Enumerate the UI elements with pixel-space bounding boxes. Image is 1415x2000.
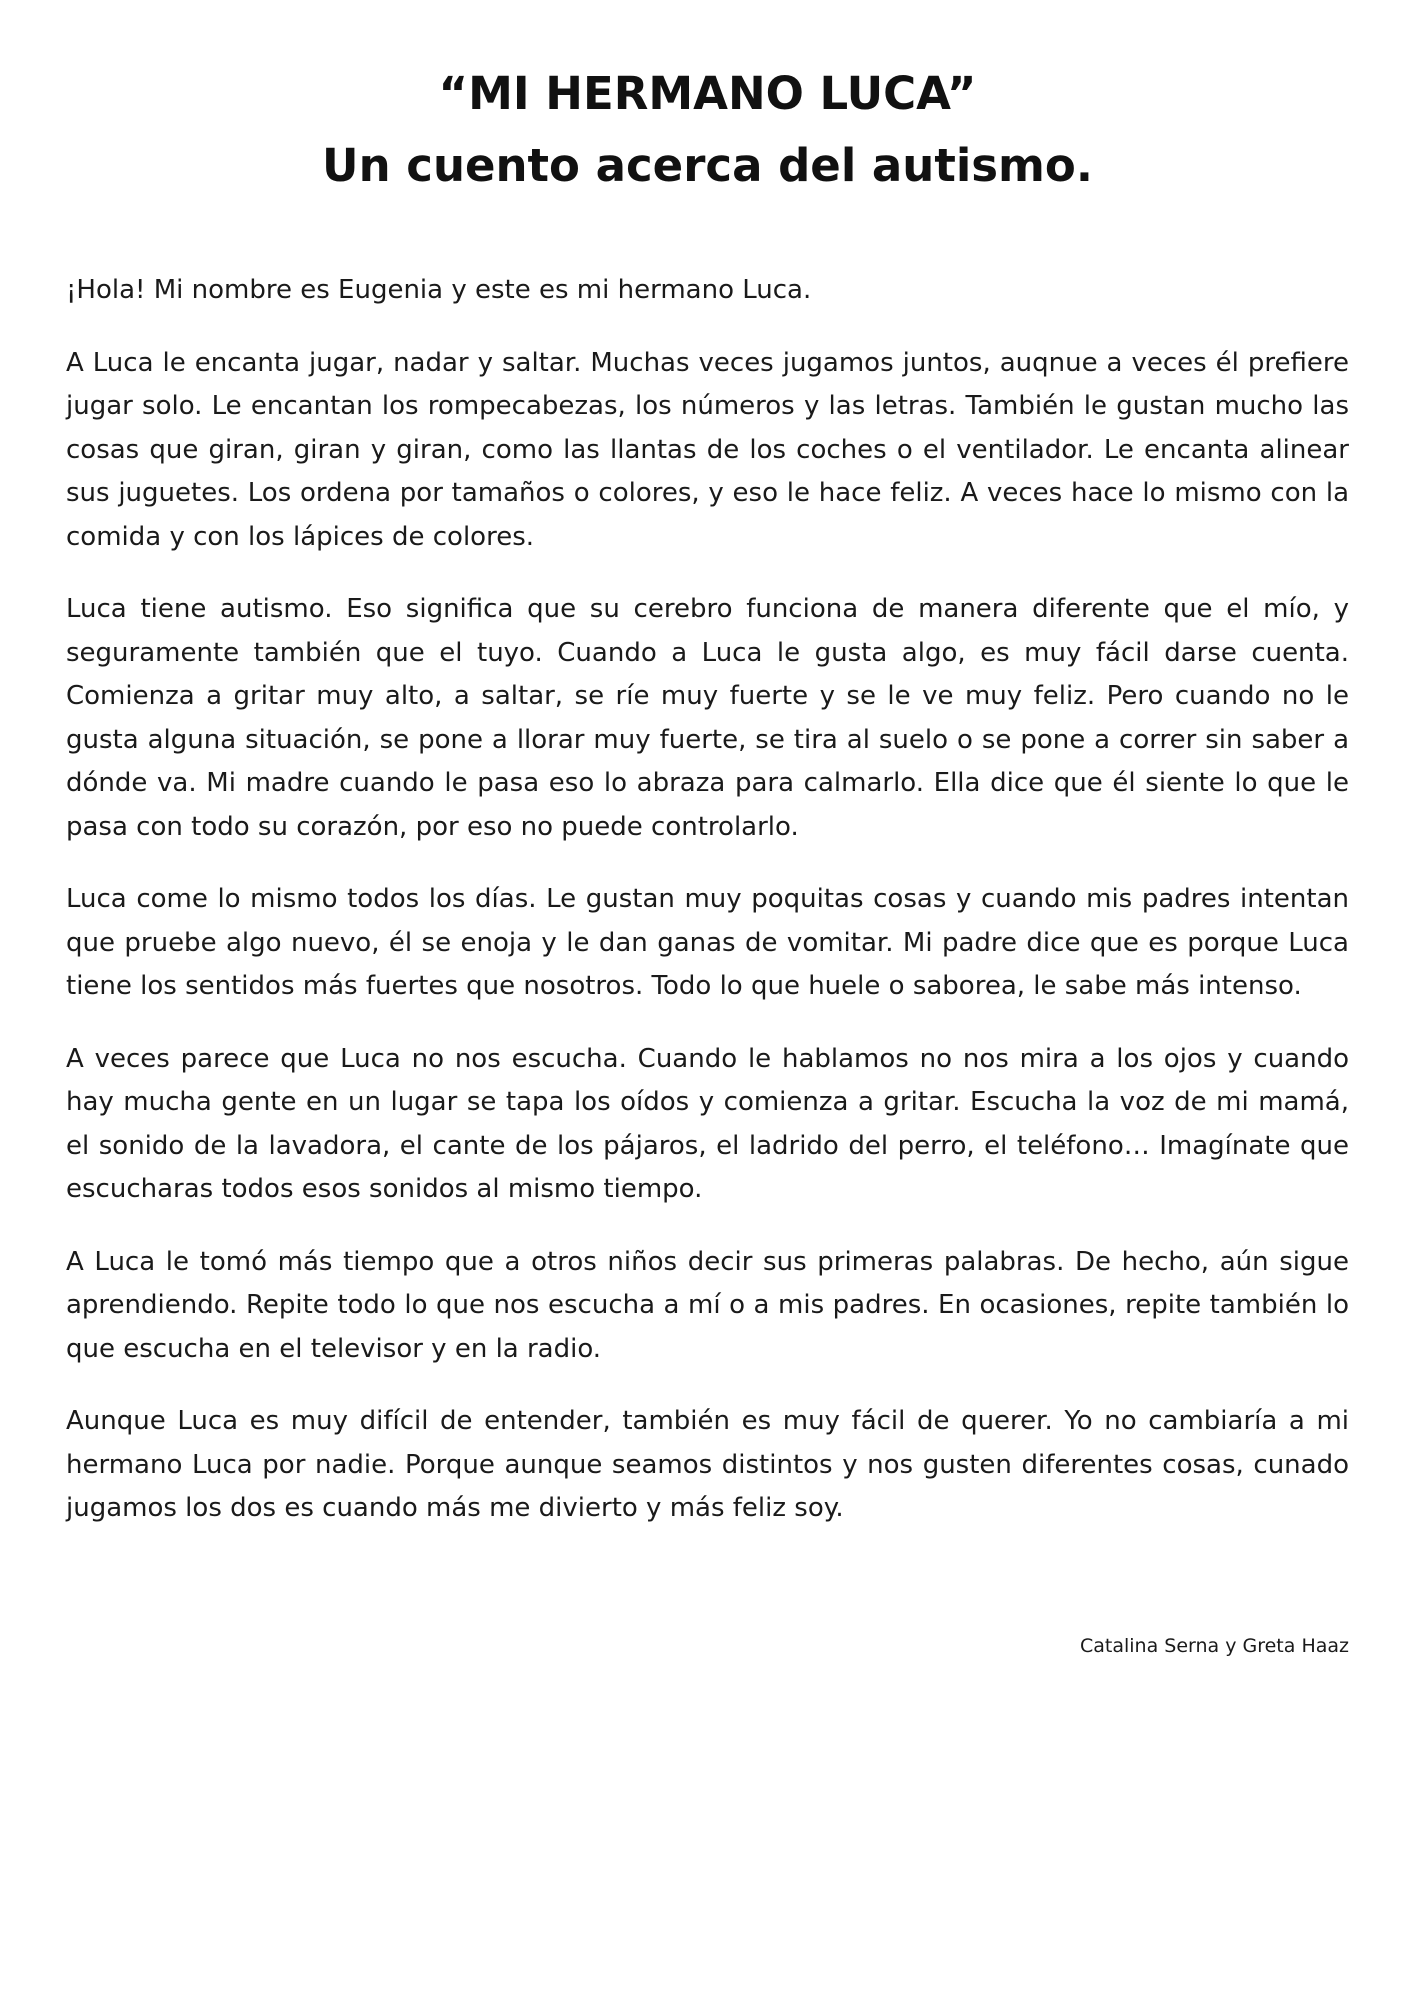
title-block [66, 58, 1349, 202]
paragraph-food: Luca come lo mismo todos los días. Le gustan muy poquitas cosas y cuando mis padres intentan que pruebe algo nuevo, él se enoja y le dan ganas de vomitar. Mi padre dice que es porque Luca tiene los sentidos más fuertes que nosotros. Todo lo que huele o saborea, le sabe más intenso. [66, 884, 1349, 1001]
paragraph-likes: A Luca le encanta jugar, nadar y saltar. Muchas veces jugamos juntos, auqnue a veces él prefiere jugar solo. Le encantan los rompecabezas, los números y las letras. También le gustan mucho las cosas que giran, giran y giran, como las llantas de los coches o el ventilador. Le encanta alinear sus juguetes. Los ordena por tamaños o colores, y eso le hace feliz. A veces hace lo mismo con la comida y con los lápices de colores. [66, 347, 1349, 552]
paragraph-closing: Aunque Luca es muy difícil de entender, también es muy fácil de querer. Yo no cambiaría a mi hermano Luca por nadie. Porque aunque seamos distintos y nos gusten diferentes cosas, cunado jugamos los dos es cuando más me divierto y más feliz soy. [66, 1406, 1349, 1523]
story-body [66, 269, 1349, 1560]
paragraph-words: A Luca le tomó más tiempo que a otros niños decir sus primeras palabras. De hecho, aún sigue aprendiendo. Repite todo lo que nos escucha a mí o a mis padres. En ocasiones, repite también lo que escucha en el televisor y en la radio. [66, 1246, 1349, 1364]
paragraph-greeting: ¡Hola! Mi nombre es Eugenia y este es mi hermano Luca. [66, 275, 812, 305]
authors-signature: Catalina Serna y Greta Haaz [1079, 1635, 1349, 1657]
paragraph-listening: A veces parece que Luca no nos escucha. Cuando le hablamos no nos mira a los ojos y cuando hay mucha gente en un lugar se tapa los oídos y comienza a gritar. Escucha la voz de mi mamá, el sonido de la lavadora, el cante de los pájaros, el ladrido del perro, el teléfono… Imagínate que escucharas todos esos sonidos al mismo tiempo. [66, 1043, 1349, 1204]
paragraph-autism: Luca tiene autismo. Eso significa que su cerebro funciona de manera diferente que el mío, y seguramente también que el tuyo. Cuando a Luca le gusta algo, es muy fácil darse cuenta. Comienza a gritar muy alto, a saltar, se ríe muy fuerte y se le ve muy feliz. Pero cuando no le gusta alguna situación, se pone a llorar muy fuerte, se tira al suelo o se pone a correr sin saber a dónde va. Mi madre cuando le pasa eso lo abraza para calmarlo. Ella dice que él siente lo que le pasa con todo su corazón, por eso no puede controlarlo. [66, 594, 1349, 842]
page-title: “MI HERMANO LUCA” [438, 67, 977, 120]
page-subtitle: Un cuento acerca del autismo. [322, 139, 1093, 192]
